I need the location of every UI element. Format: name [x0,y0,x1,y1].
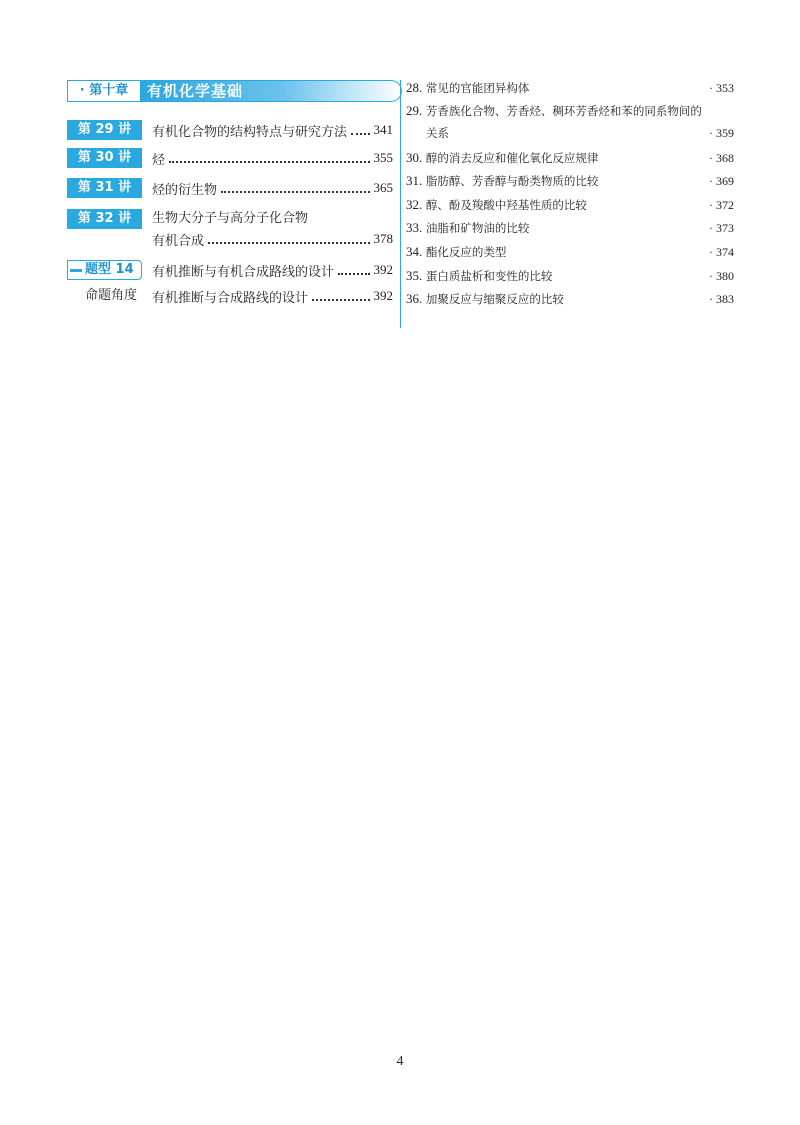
toc-item-29-cont[interactable] [406,125,734,141]
angle-label: 命题角度 [85,288,138,303]
entry-title-line1: 生物大分子与高分子化合物 [152,211,309,226]
leader-line [152,260,393,280]
page-ref: 341 [373,122,393,137]
page-ref: · 383 [709,292,734,306]
toc-item-28[interactable] [406,80,734,96]
dot-leader [169,161,369,163]
lecture-badge: 第 32 讲 [67,209,142,229]
column-divider [400,80,401,328]
topic-bar-icon [70,269,82,272]
lecture-badge: 第 29 讲 [67,120,142,140]
chapter-label: · 第十章 [67,80,141,102]
chapter-header [67,80,399,102]
entry-title: 有机推断与合成路线的设计 [152,290,309,306]
dot-leader [208,242,369,244]
entry-title-line2: 有机合成 [152,233,205,249]
chapter-title: 有机化学基础 [141,80,402,102]
lecture-badge: 第 30 讲 [67,148,142,168]
item-number: 30. [406,150,423,165]
page-ref: 392 [373,262,393,277]
item-text: 醇的消去反应和催化氧化反应规律 [425,151,599,165]
leader-line [152,120,393,140]
item-text: 芳香族化合物、芳香烃、稠环芳香烃和苯的同系物间的 [425,104,702,118]
page-ref: · 372 [709,198,734,212]
item-text: 醇、酚及羧酸中羟基性质的比较 [425,198,587,212]
leader-line [152,148,393,168]
topic-badge [67,260,142,280]
page-ref: · 359 [709,126,734,140]
item-number: 35. [406,268,423,283]
page-number: 4 [396,1054,404,1069]
entry-title: 烃的衍生物 [152,182,218,198]
item-text: 蛋白质盐析和变性的比较 [425,269,553,283]
page-ref: · 369 [709,174,734,188]
topic-badge-label: 题型 14 [85,262,134,277]
dot-leader [351,133,369,135]
toc-entry-lecture-29[interactable] [67,120,393,140]
page-ref: · 380 [709,269,734,283]
lecture-badge: 第 31 讲 [67,178,142,198]
dot-leader [312,299,369,301]
page-ref: · 368 [709,151,734,165]
toc-item-30[interactable] [406,150,734,166]
toc-item-32[interactable] [406,197,734,213]
leader-line [152,286,393,306]
dot-leader [221,191,369,193]
item-number: 28. [406,80,423,95]
item-text-cont: 关系 [426,126,449,140]
entry-title: 烃 [152,152,166,168]
toc-item-35[interactable] [406,268,734,284]
toc-item-34[interactable] [406,244,734,260]
item-text: 脂肪醇、芳香醇与酚类物质的比较 [425,174,599,188]
entry-title: 有机化合物的结构特点与研究方法 [152,124,348,140]
item-text: 油脂和矿物油的比较 [425,221,530,235]
page-ref: 355 [373,150,393,165]
entry-title: 有机推断与有机合成路线的设计 [152,264,335,280]
dot-leader [338,273,369,275]
toc-entry-lecture-31[interactable] [67,178,393,198]
page-ref: 392 [373,288,393,303]
toc-item-33[interactable] [406,220,734,236]
item-number: 31. [406,173,423,188]
item-number: 33. [406,220,423,235]
page-ref: · 373 [709,221,734,235]
leader-line [152,178,393,198]
toc-entry-angle[interactable] [67,286,393,306]
toc-left-column [67,80,393,306]
toc-entry-topic-14[interactable] [67,260,393,280]
page-ref: · 353 [709,81,734,95]
leader-line [152,229,393,249]
item-text: 常见的官能团异构体 [425,81,530,95]
item-text: 加聚反应与缩聚反应的比较 [425,292,564,306]
toc-entry-lecture-32[interactable] [67,209,393,253]
page-ref: 365 [373,180,393,195]
page-ref: · 374 [709,245,734,259]
item-number: 32. [406,197,423,212]
item-number: 34. [406,244,423,259]
page-ref: 378 [373,231,393,246]
item-number: 29. [406,103,423,118]
item-number: 36. [406,291,423,306]
toc-item-31[interactable] [406,173,734,189]
toc-entry-lecture-30[interactable] [67,148,393,168]
item-text: 酯化反应的类型 [425,245,507,259]
toc-item-29[interactable] [406,103,734,119]
toc-item-36[interactable] [406,291,734,307]
